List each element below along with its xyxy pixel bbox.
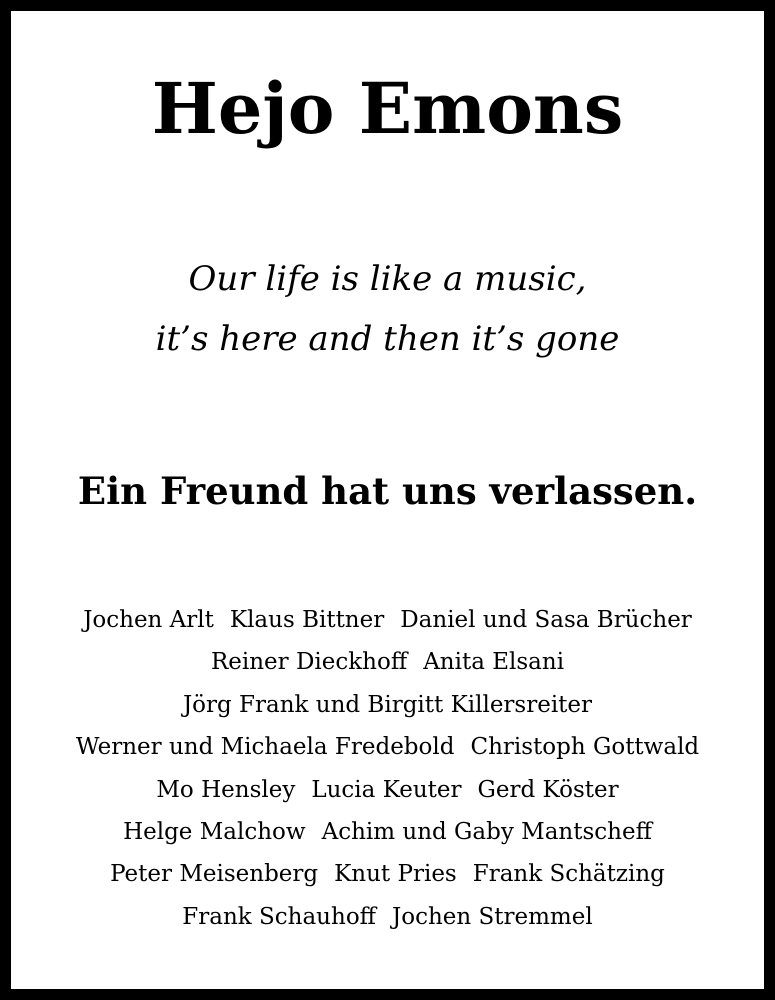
mourner-name: Achim und Gaby Mantscheff [321,819,652,846]
mourner-name: Werner und Michaela Fredebold [75,734,455,761]
mourner-name: Peter Meisenberg [110,861,319,888]
mourner-name: Reiner Dieckhoff [210,649,408,676]
mourner-name: Klaus Bittner [229,607,385,633]
mourner-name: Lucia Keuter [311,776,462,803]
mourners-list [31,599,744,938]
mourner-name: Daniel und Sasa Brücher [400,607,692,633]
mourner-name: Frank Schauhoff [182,903,376,930]
mourner-name: Helge Malchow [123,819,306,846]
mourner-line [31,853,744,895]
memorial-quote [11,249,764,369]
quote-line-1: Our life is like a music, [188,259,587,299]
mourner-line [31,896,744,938]
mourner-name: Anita Elsani [423,649,565,676]
mourner-line [31,726,744,768]
notice-headline: Ein Freund hat uns verlassen. [77,469,698,513]
mourner-name: Jörg Frank und Birgitt Killersreiter [182,691,593,718]
mourner-line [31,641,744,683]
mourner-line [31,769,744,811]
mourner-name: Jochen Stremmel [392,903,593,930]
deceased-name: Hejo Emons [151,67,624,150]
mourner-line [31,599,744,641]
mourner-line [31,811,744,853]
mourner-name: Gerd Köster [477,776,619,803]
mourner-name: Mo Hensley [156,776,296,803]
quote-line-2: it’s here and then it’s gone [155,319,620,359]
mourner-name: Jochen Arlt [83,607,214,633]
mourner-name: Frank Schätzing [472,861,665,888]
mourner-name: Christoph Gottwald [470,734,700,761]
mourner-line [31,684,744,726]
mourner-name: Knut Pries [334,861,457,888]
